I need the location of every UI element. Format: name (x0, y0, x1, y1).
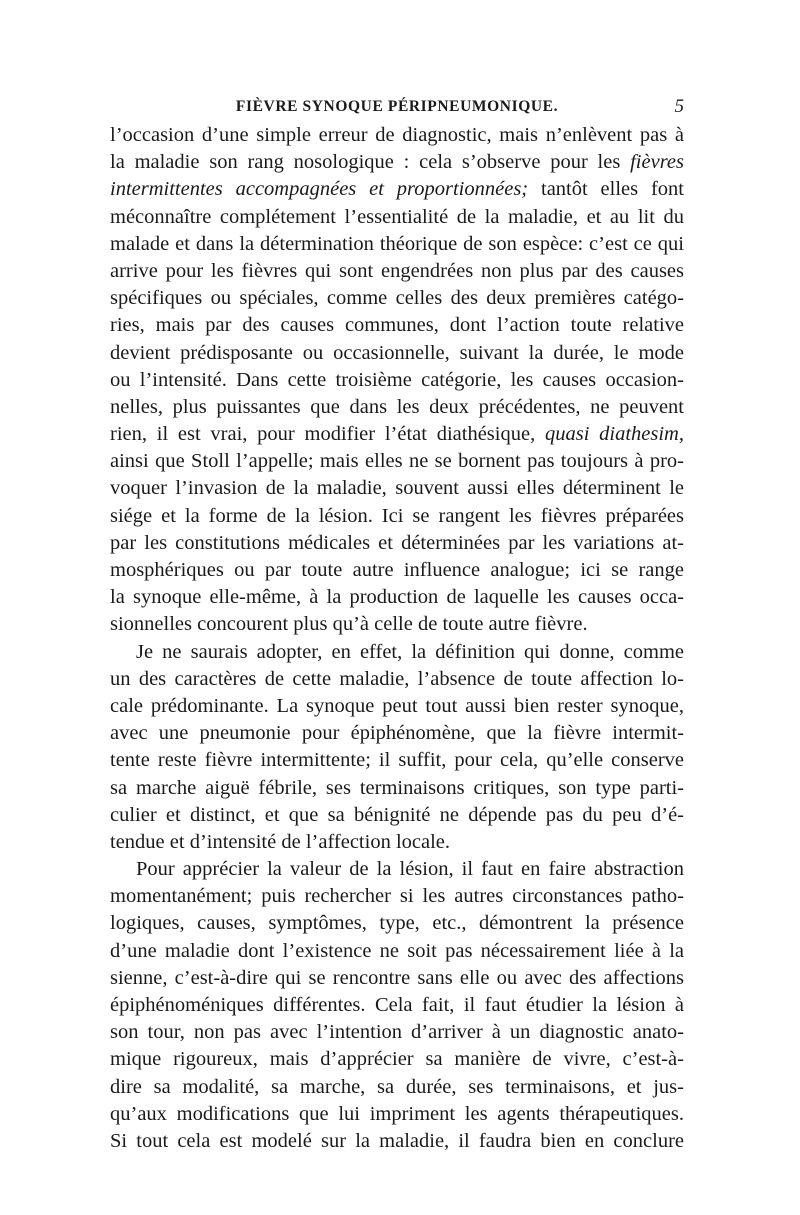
line-text: sienne, c’est-à-dire qui se rencontre sans elle ou avec des affections (110, 966, 684, 989)
text-line (110, 204, 684, 231)
line-text: épiphénoméniques différentes. Cela fait, il faut étudier la lésion à (110, 994, 684, 1016)
text-line (110, 1019, 684, 1046)
text-line (110, 666, 684, 693)
line-text: sionnelles concourent plus qu’à celle de toute autre fièvre. (110, 613, 588, 636)
page-number: 5 (674, 96, 684, 117)
text-line (110, 883, 684, 910)
line-text: devient prédisposante ou occasionnelle, suivant la durée, le mode (110, 341, 684, 364)
line-text: Si tout cela est modelé sur la maladie, il faudra bien en conclure (110, 1129, 684, 1152)
text-line (110, 910, 684, 937)
line-text: siége et la forme de la lésion. Ici se rangent les fièvres préparées (110, 504, 684, 527)
line-text: son tour, non pas avec l’intention d’arriver à un diagnostic anato- (110, 1021, 684, 1044)
text-line (110, 992, 684, 1019)
line-text: un des caractères de cette maladie, l’absence de toute affection lo- (110, 667, 684, 690)
text-line (110, 448, 684, 475)
text-line (110, 122, 684, 149)
text-line (110, 285, 684, 312)
line-text: ries, mais par des causes communes, dont l’action toute relative (110, 314, 684, 337)
running-head (110, 98, 684, 122)
text-line (110, 176, 684, 203)
text-line (110, 1074, 684, 1101)
text-line (110, 584, 684, 611)
text-line (110, 530, 684, 557)
text-line (110, 829, 684, 856)
line-text: Je ne saurais adopter, en effet, la définition qui donne, comme (136, 640, 684, 663)
text-line (110, 775, 684, 802)
line-text: mosphériques ou par toute autre influence analogue; ici se range (110, 559, 684, 581)
text-line (110, 394, 684, 421)
line-text: momentanément; puis rechercher si les autres circonstances patho- (110, 885, 684, 908)
text-line (110, 747, 684, 774)
text-line (110, 693, 684, 720)
text-line (110, 557, 684, 584)
text-line (110, 965, 684, 992)
line-text: sa marche aiguë fébrile, ses terminaisons critiques, son type parti- (110, 776, 684, 799)
line-text: avec une pneumonie pour épiphénomène, que la fièvre intermit- (110, 722, 684, 745)
line-text: ou l’intensité. Dans cette troisième catégorie, les causes occasion- (110, 368, 684, 391)
text-line (110, 503, 684, 530)
text-line (110, 258, 684, 285)
line-text: arrive pour les fièvres qui sont engendrées non plus par des causes (110, 259, 684, 282)
text-line (110, 231, 684, 258)
line-text: la maladie son rang nosologique : cela s’observe pour les (110, 151, 631, 174)
line-text: culier et distinct, et que sa bénignité ne dépende pas du peu d’é- (110, 803, 684, 826)
text-line (110, 475, 684, 502)
text-line (110, 938, 684, 965)
text-line (110, 639, 684, 666)
text-line (110, 312, 684, 339)
line-text: dire sa modalité, sa marche, sa durée, ses terminaisons, et jus- (110, 1075, 684, 1098)
text-line (110, 611, 684, 638)
line-text: malade et dans la détermination théorique de son espèce: c’est ce qui (110, 232, 684, 255)
text-line (110, 720, 684, 747)
line-text: méconnaître complétement l’essentialité de la maladie, et au lit du (110, 205, 684, 228)
text-line (110, 1128, 684, 1155)
line-text: Pour apprécier la valeur de la lésion, il faut en faire abstraction (136, 858, 684, 881)
line-text: qu’aux modifications que lui impriment les agents thérapeutiques. (110, 1102, 684, 1125)
line-text: d’une maladie dont l’existence ne soit pas nécessairement liée à la (110, 939, 684, 962)
line-text: rien, il est vrai, pour modifier l’état diathésique, (110, 423, 545, 446)
text-line (110, 367, 684, 394)
line-text: tendue et d’intensité de l’affection locale. (110, 830, 451, 853)
text-line (110, 1046, 684, 1073)
line-italic-text: fièvres (630, 151, 684, 174)
line-text: nelles, plus puissantes que dans les deux précédentes, ne peuvent (110, 395, 684, 418)
text-line (110, 856, 684, 883)
running-title: FIÈVRE SYNOQUE PÉRIPNEUMONIQUE. (235, 98, 559, 115)
line-text: ainsi que Stoll l’appelle; mais elles ne se bornent pas toujours à pro- (110, 450, 684, 473)
text-line (110, 340, 684, 367)
text-line (110, 1101, 684, 1128)
text-line (110, 149, 684, 176)
line-text: spécifiques ou spéciales, comme celles des deux premières catégo- (110, 287, 684, 310)
line-text: logiques, causes, symptômes, type, etc., démontrent la présence (110, 912, 684, 935)
line-text: l’occasion d’une simple erreur de diagnostic, mais n’enlèvent pas à (110, 124, 684, 146)
body-text (110, 122, 684, 1155)
text-line (110, 802, 684, 829)
line-text: mique rigoureux, mais d’apprécier sa manière de vivre, c’est-à- (110, 1048, 684, 1071)
text-line (110, 421, 684, 448)
line-text: tantôt elles font (528, 178, 685, 201)
line-text: cale prédominante. La synoque peut tout aussi bien rester synoque, (110, 694, 684, 717)
line-text: par les constitutions médicales et déterminées par les variations at- (110, 531, 684, 554)
line-italic-text: quasi diathesim, (544, 423, 684, 446)
line-text: la synoque elle-même, à la production de laquelle les causes occa- (110, 586, 684, 609)
line-italic-text: intermittentes accompagnées et proportionnées; (110, 178, 529, 201)
line-text: tente reste fièvre intermittente; il suffit, pour cela, qu’elle conserve (110, 749, 684, 772)
line-text: voquer l’invasion de la maladie, souvent aussi elles déterminent le (110, 477, 684, 500)
